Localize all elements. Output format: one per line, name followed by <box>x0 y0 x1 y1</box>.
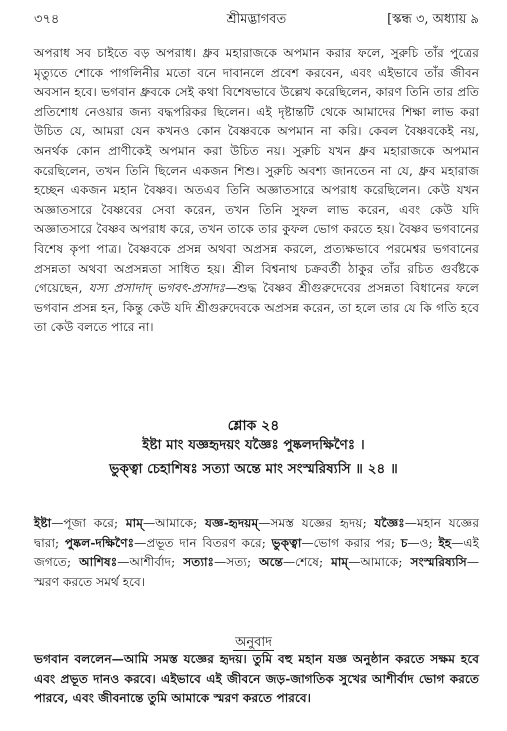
synonym-term: সত্যাঃ <box>183 555 215 570</box>
book-title: শ্রীমদ্ভাগবত <box>226 12 287 27</box>
synonym-meaning: সমস্ত যজ্ঞের হৃদয় <box>270 516 363 530</box>
synonym-meaning: আমাকে <box>155 516 194 530</box>
synonym-term: মাম্ <box>125 516 143 530</box>
purport-text: অপরাধ সব চাইতে বড় অপরাধ। ধ্রুব মহারাজকে অপমান করার ফলে, সুরুচি তাঁর পুত্রের মৃত্যুতে শোকে পাগলিনীর মতো বনে দাবানলে প্রবেশ করবেন, এবং এইভাবে তাঁর জীবন অবসান হবে। ভগবান ধ্রুবকে সেই কথা বিশেষভাবে উল্লেখ করেছিলেন, কারণ তিনি তার প্রতি প্রতিশোধ নেওয়ার জন্য বদ্ধপরিকর ছিলেন। এই দৃষ্টান্তটি থেকে আমাদের শিক্ষা লাভ করা উচিত যে, আমরা যেন কখনও কোন বৈষ্ণবকে অপমান না করি। কেবল বৈষ্ণবকেই নয়, অনর্থক কোন প্রাণীকেই অপমান করা উচিত নয়। সুরুচি যখন ধ্রুব মহারাজকে অপমান করেছিলেন, তখন তিনি ছিলেন একজন শিশু। সুরুচি অবশ্য জানতেন না যে, ধ্রুব মহারাজ হচ্ছেন একজন মহান বৈষ্ণব। অতএব তিনি অজ্ঞাতসারে অপরাধ করেছিলেন। কেউ যখন অজ্ঞাতসারে বৈষ্ণবের সেবা করেন, তখন তিনি সুফল লাভ করেন, এবং কেউ যদি অজ্ঞাতসারে বৈষ্ণব অপরাধ করে, তখন তাকে তার কুফল ভোগ করতে হয়। বৈষ্ণব ভগবানের বিশেষ কৃপা পাত্র। বৈষ্ণবকে প্রসন্ন অথবা অপ্রসন্ন করলে, প্রত্যক্ষভাবে পরমেশ্বর ভগবানের প্রসন্নতা অথবা অপ্রসন্নতা সাধিত হয়। শ্রীল বিশ্বনাথ চক্রবর্তী ঠাকুর তাঁর রচিত গুর্বষ্টকে গেয়েছেন, <box>34 46 479 296</box>
synonym-meaning: সত্য <box>226 555 247 570</box>
synonym-term: অন্তে <box>259 555 283 570</box>
purport-paragraph <box>34 44 479 338</box>
verse-line-2: ভুক্ত্বা চেহাশিষঃ সত্যা অন্তে মাং সংস্মরিষ্যসি ॥ ২৪ ॥ <box>109 461 398 477</box>
synonym-term: ভুক্ত্বা <box>271 535 302 550</box>
synonym-term: আশিষঃ <box>79 555 118 570</box>
synonym-term: চ <box>400 535 408 550</box>
synonym-meaning: ও <box>419 535 429 550</box>
synonym-meaning: মহান যজ্ঞের দ্বারা <box>34 516 480 550</box>
synonym-meaning: আমাকে <box>360 555 399 570</box>
synonym-meaning: আশীর্বাদ <box>129 555 172 570</box>
page-header <box>34 10 479 32</box>
purport-quote: যস্য প্রসাদাদ্ ভগবৎ-প্রসাদঃ <box>88 281 226 296</box>
translation-paragraph <box>34 650 479 709</box>
synonyms-paragraph: ইষ্টা—পূজা করে; মাম্—আমাকে; যজ্ঞ-হৃদয়ম্—সমস্ত যজ্ঞের হৃদয়; যজ্ঞৈঃ—মহান যজ্ঞের দ্বারা; পুষ্কল-দক্ষিণৈঃ—প্রভূত দান বিতরণ করে; ভুক্ত্বা—ভোগ করার পর; চ—ও; ইহ—এই জগতে; আশিষঃ—আশীর্বাদ; সত্যাঃ—সত্য; অন্তে—শেষে; মাম্—আমাকে; সংস্মরিষ্যসি—স্মরণ করতে সমর্থ হবে। <box>34 516 480 589</box>
synonym-term: সংস্মরিষ্যসি <box>410 555 467 570</box>
translation-text: ভগবান বললেন—আমি সমস্ত যজ্ঞের হৃদয়। তুমি বহু মহান যজ্ঞ অনুষ্ঠান করতে সক্ষম হবে এবং প্রভূত দানও করবে। এইভাবে এই জীবনে জড়-জাগতিক সুখের আশীর্বাদ ভোগ করতে পারবে, এবং জীবনান্তে তুমি আমাকে স্মরণ করতে পারবে। <box>34 652 479 706</box>
synonym-term: যজ্ঞৈঃ <box>374 516 405 530</box>
verse-line-1: ইষ্টা মাং যজ্ঞহৃদয়ং যজ্ঞৈঃ পুষ্কলদক্ষিণৈঃ । <box>142 437 365 453</box>
synonym-term: পুষ্কল-দক্ষিণৈঃ <box>64 535 135 550</box>
synonym-meaning: ভোগ করার পর <box>313 535 391 550</box>
page-number: ৩৭৪ <box>34 12 60 27</box>
section-reference: [স্কন্ধ ৩, অধ্যায় ৯ <box>387 12 479 27</box>
synonym-meaning: শেষে <box>295 555 319 570</box>
synonym-meaning: প্রভূত দান বিতরণ করে <box>146 535 262 550</box>
synonym-term: ইহ <box>438 535 452 550</box>
synonym-term: ইষ্টা <box>34 516 52 530</box>
verse-title: শ্লোক ২৪ <box>227 418 280 434</box>
synonym-term: যজ্ঞ-হৃদয়ম্ <box>205 516 259 530</box>
synonym-meaning: স্মরণ করতে সমর্থ হবে <box>34 574 141 589</box>
synonym-meaning: পূজা করে <box>63 516 114 530</box>
translation-title: অনুবাদ <box>235 635 272 650</box>
synonym-meaning: এই জগতে <box>34 535 479 570</box>
synonym-term: মাম্ <box>331 555 349 570</box>
purport-text-cont: —শুদ্ধ বৈষ্ণব শ্রীগুরুদেবের প্রসন্নতা বিধানের ফলে ভগবান প্রসন্ন হন, কিন্তু কেউ যদি শ্রীগুরুদেবকে অপ্রসন্ন করেন, তা হলে তার যে কি গতি হবে তা কেউ বলতে পারে না। <box>34 281 479 335</box>
